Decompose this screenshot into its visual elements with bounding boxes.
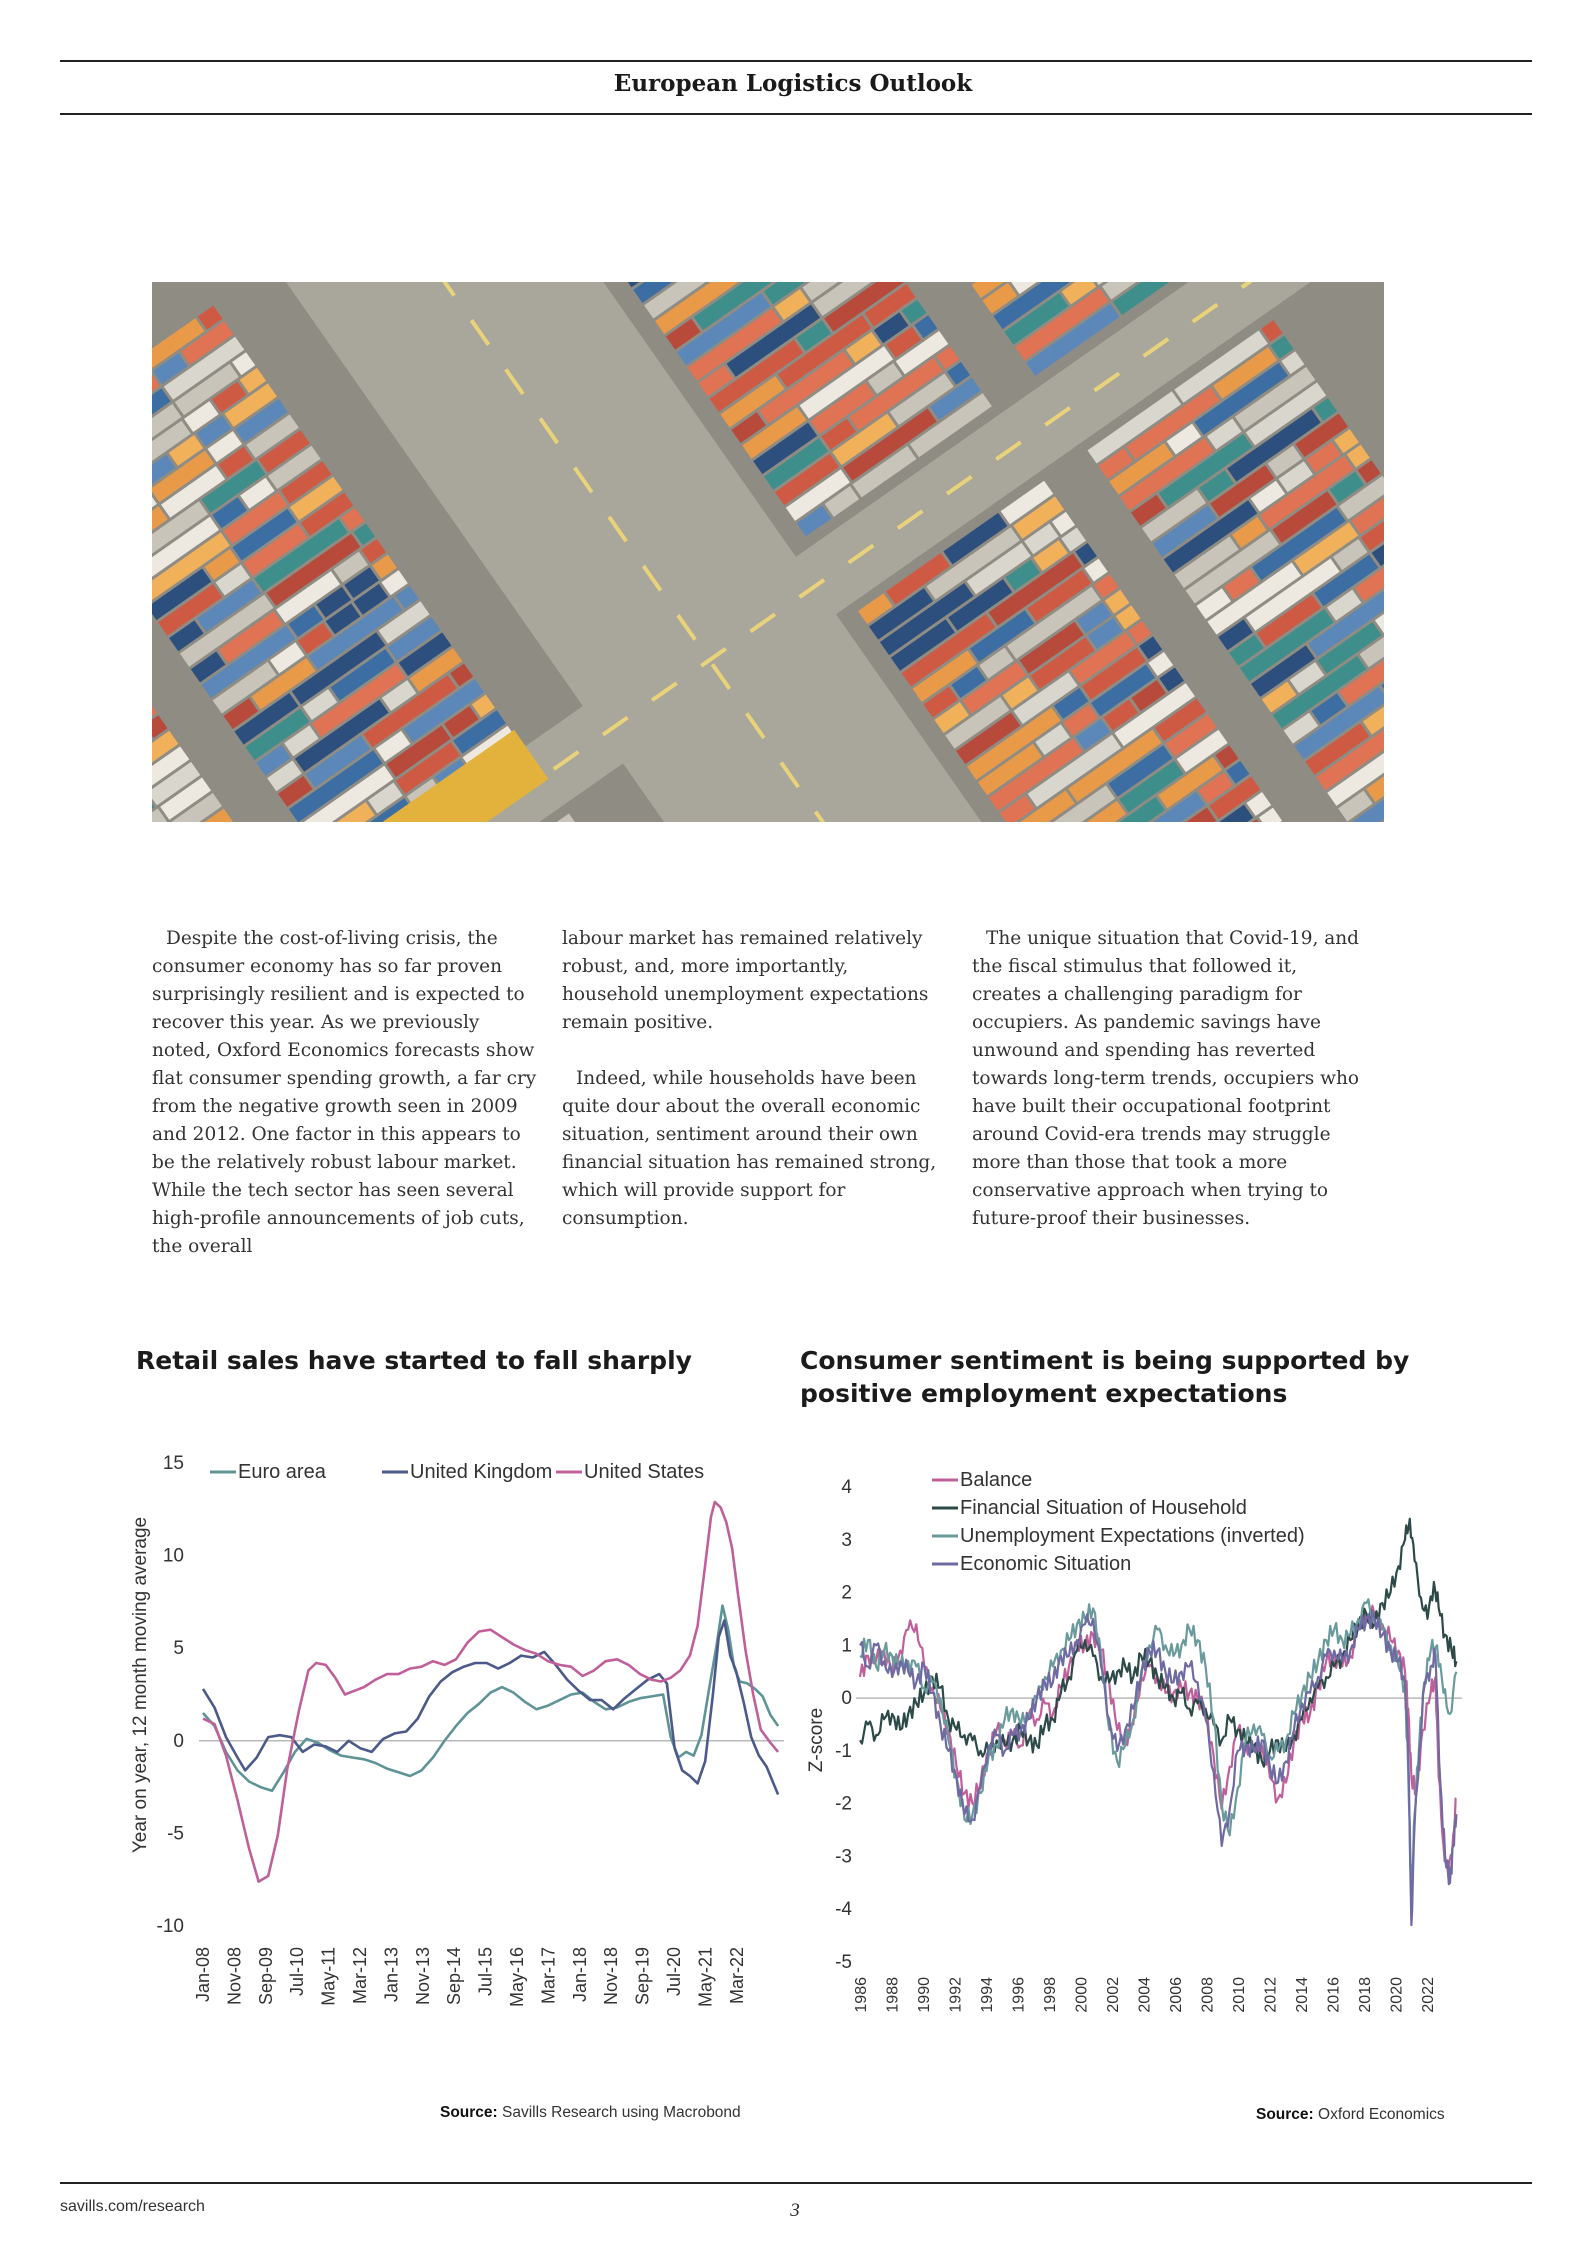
x-tick-label: Sep-09: [255, 1947, 276, 2006]
paragraph: The unique situation that Covid-19, and the fiscal stimulus that followed it, creates a challenging paradigm for occupiers. As pandemic savings have unwound and spending has reverted towards long-term trends, occupiers who have built their occupational footprint around Covid-era trends may struggle more than those that took a more conservative approach when trying to future-proof their businesses.: [972, 928, 1360, 1229]
y-tick-label: 0: [173, 1730, 184, 1752]
y-tick-label: 3: [841, 1529, 852, 1551]
x-tick-label: 1992: [947, 1977, 965, 2013]
y-tick-label: 0: [841, 1688, 852, 1710]
x-tick-label: 1994: [979, 1977, 996, 2013]
x-tick-label: Nov-18: [601, 1947, 622, 2006]
x-tick-label: Mar-17: [538, 1947, 559, 2005]
legend-label: United States: [584, 1461, 705, 1483]
chart-1-title: Retail sales have started to fall sharply: [136, 1346, 692, 1375]
chart-2-title: Consumer sentiment is being supported by positive employment expectations: [800, 1346, 1410, 1408]
series-line-2: [860, 1599, 1456, 1893]
header-top-rule: [60, 60, 1532, 62]
series-line-3: [860, 1611, 1456, 1925]
legend-label: Economic Situation: [960, 1553, 1132, 1575]
body-column-3: [972, 925, 1360, 1233]
legend-label: Balance: [960, 1469, 1033, 1491]
chart-2-source: Source: Oxford Economics: [1256, 2106, 1445, 2123]
header-title: European Logistics Outlook: [613, 70, 973, 97]
x-tick-label: 2008: [1199, 1977, 1217, 2013]
legend-label: United Kingdom: [410, 1461, 553, 1483]
x-tick-label: 2010: [1231, 1977, 1248, 2013]
x-tick-label: May-21: [695, 1947, 716, 2008]
paragraph: labour market has remained relatively robust, and, more importantly, household unemployment expectations remain positive.: [562, 928, 929, 1033]
x-tick-label: Nov-08: [224, 1947, 245, 2006]
footer-rule: [60, 2182, 1532, 2184]
x-tick-label: 2004: [1136, 1977, 1154, 2013]
y-tick-label: -5: [167, 1823, 184, 1845]
header-bottom-rule: [60, 113, 1532, 115]
x-tick-label: 2014: [1294, 1977, 1311, 2013]
x-tick-label: 1988: [884, 1977, 902, 2013]
x-tick-label: Jan-18: [569, 1947, 590, 2003]
x-tick-label: 1990: [916, 1977, 933, 2013]
y-tick-label: -1: [835, 1740, 852, 1762]
retail-sales-chart: [110, 1440, 810, 2040]
x-tick-label: 2022: [1420, 1977, 1437, 2013]
footer-url[interactable]: savills.com/research: [60, 2198, 205, 2215]
x-tick-label: 1996: [1010, 1977, 1028, 2013]
x-tick-label: Sep-19: [632, 1947, 653, 2006]
x-tick-label: Nov-13: [412, 1947, 433, 2006]
x-tick-label: May-16: [507, 1947, 527, 2008]
y-tick-label: 2: [841, 1582, 852, 1604]
y-tick-label: 5: [173, 1638, 184, 1660]
x-tick-label: Mar-12: [350, 1947, 370, 2005]
y-tick-label: 15: [162, 1453, 184, 1474]
y-tick-label: -10: [156, 1916, 184, 1937]
y-axis-label: Year on year, 12 month moving average: [130, 1516, 151, 1854]
y-tick-label: -4: [835, 1899, 852, 1921]
paragraph: Despite the cost-of-living crisis, the consumer economy has so far proven surprisingly resilient and is expected to recover this year. As we previously noted, Oxford Economics forecasts show flat consumer spending growth, a far cry from the negative growth seen in 2009 and 2012. One factor in this appears to be the relatively robust labour market. While the tech sector has seen several high-profile announcements of job cuts, the overall: [152, 928, 537, 1257]
legend-label: Unemployment Expectations (inverted): [960, 1525, 1305, 1547]
x-tick-label: 2016: [1325, 1977, 1343, 2013]
y-tick-label: -3: [835, 1846, 852, 1868]
chart-1-source: Source: Savills Research using Macrobond: [440, 2104, 741, 2121]
y-tick-label: 10: [162, 1545, 184, 1567]
x-tick-label: Sep-14: [444, 1947, 465, 2006]
container-port-aerial-photo: [152, 282, 1384, 822]
body-column-2: [562, 925, 950, 1233]
x-tick-label: 2006: [1168, 1977, 1185, 2013]
series-line-1: [860, 1519, 1456, 1767]
x-tick-label: 2020: [1388, 1977, 1406, 2013]
legend-label: Financial Situation of Household: [960, 1497, 1247, 1519]
x-tick-label: 1998: [1042, 1977, 1059, 2013]
x-tick-label: Jul-10: [287, 1947, 308, 1997]
x-tick-label: Jul-15: [475, 1947, 496, 1997]
y-tick-label: 4: [841, 1477, 852, 1498]
y-tick-label: -2: [835, 1793, 852, 1815]
x-tick-label: 2012: [1262, 1977, 1280, 2013]
x-tick-label: 2002: [1105, 1977, 1122, 2013]
body-column-1: [152, 925, 540, 1261]
y-axis-label: Z-score: [806, 1707, 827, 1773]
x-tick-label: 1986: [853, 1977, 870, 2013]
page-number: 3: [790, 2200, 800, 2221]
container-port-photo: [152, 282, 1384, 822]
x-tick-label: 2018: [1357, 1977, 1374, 2013]
consumer-sentiment-chart: [800, 1440, 1500, 2040]
y-tick-label: -5: [835, 1952, 852, 1973]
x-tick-label: Jul-20: [664, 1947, 684, 1997]
x-tick-label: 2000: [1073, 1977, 1091, 2013]
x-tick-label: May-11: [318, 1947, 339, 2006]
y-tick-label: 1: [841, 1635, 852, 1657]
x-tick-label: Jan-08: [193, 1947, 213, 2003]
x-tick-label: Jan-13: [381, 1947, 402, 2003]
legend-label: Euro area: [238, 1461, 326, 1483]
paragraph: Indeed, while households have been quite dour about the overall economic situation, sentiment around their own financial situation has remained strong, which will provide support for consumption.: [562, 1068, 937, 1229]
x-tick-label: Mar-22: [726, 1947, 747, 2005]
